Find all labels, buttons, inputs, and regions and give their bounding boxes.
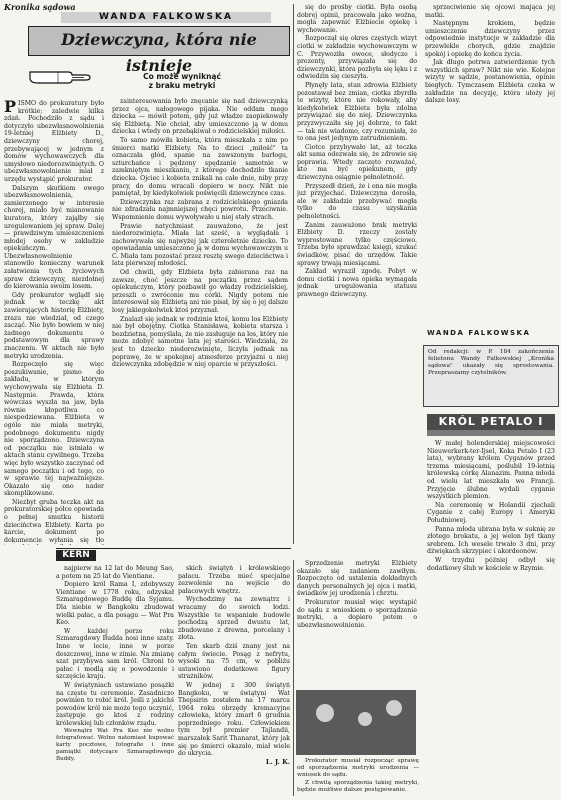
photo-placeholder-icon [296, 690, 416, 755]
editorial-note: Od redakcji: w P. 184 zakończenia felietonu Wandy Falkowskiej „Kronika sądowa" ukazały się sprostowania. Przepraszamy czytelników. [428, 349, 554, 376]
sidebar-paragraph: W trzydni później odbył się dodatkowy ślub w kościele w Rzymie. [427, 556, 555, 572]
article-paragraph: Rozpoczął się okres częstych wizyt ciotki w zakładzie wychowawczym w C. Przywoziła owoce, słodycze i prezenty, przywiązała się do dziewczynki, która pozbyła się lęku i z odwiedzin się cieszyła. [297, 35, 417, 81]
kern-column-1 [56, 565, 174, 797]
kern-paragraph: najpierw na 12 lat do Meung Sao, a potem na 25 lat do Vientiane. [56, 565, 174, 580]
kern-paragraph: Prokurator musiał więc wystąpić do sądu z wnioskiem o sporządzenie metryki, a dopiero potem o ubezwłasnowolnienie. [297, 598, 417, 629]
article-paragraph: Znalazł się jednak w rodzinie ktoś, komu los Elżbiety nie był obojętny. Ciotka Stanisława, kobieta starsza i bezdzietna, pomyślała, że nie zasługuje na los, który nie może zdobyć samotne lata jej starości. Wiedziała, że jest to dziecko niedorozwinięte, liczyła jednak na poprawę, że w spokojnej atmosferze przyjaźni u niej dziewczynka zdobędzie w niej oparcie w przyszłości. [112, 315, 288, 369]
kern-paragraph: skich świątyń i królewskiego pałacu. Trzeba mieć specjalne zezwolenie na wejście do pałacowych wnętrz. [178, 565, 290, 595]
kern-note: Prokurator musiał rozpocząć sprawę od sporządzenia metryki urodzenia — wniosek do sądu. [297, 758, 419, 778]
kern-note: Z chwilą sporządzenia takiej metryki, będzie możliwe dalsze postępowanie. [297, 780, 419, 793]
kern-paragraph: Ten skarb dziś znany jest na całym świecie. Posąg z nefrytu, wysoki na 75 cm, w pobliżu ustawiono dodatkowe figury strażników. [178, 642, 290, 681]
article-column-1 [4, 100, 104, 545]
sidebar-paragraph: Na ceremonię w Holandii zjechali Cyganie z całej Europy i Ameryki Południowej. [427, 501, 555, 524]
kern-photo-note: Wewnątrz Wat Pra Keo nie wolno fotografować. Wolno natomiast kupować karty pocztowe, fotografie i inne pamiątki dotyczące Szmaragdowego Buddy. [56, 728, 174, 762]
article-column-4 [425, 4, 555, 326]
article-paragraph: się do prośby ciotki. Była osobą dobrej opinii, pracowała jako woźna, mogła zapewnić Elżbiecie opiekę i wychowanie. [297, 4, 417, 34]
sidebar-body [427, 440, 555, 740]
section-label: Kronika sądowa [4, 2, 76, 12]
kern-paragraph: Wychodzimy na zewnątrz i wracamy do swoich łodzi. Wszystkie te wspaniałe budowle pochodzą sprzed dwustu lat, zbudowane z drewna, porcelany i złota. [178, 596, 290, 642]
article-headline: Dziewczyna, która nie istnieje [28, 26, 290, 56]
kern-section-title: KERN [56, 550, 96, 561]
article-paragraph: Ciotce przybywało lat, aż teczka akt sama odezwała się, że zdrowie się poprawia. Wtedy zaczęto rozważać, kto ma być opiekunem, gdy dziewczyna osiągnie pełnoletność. [297, 143, 417, 182]
kern-signature: L. J. K. [265, 757, 290, 766]
closing-byline: WANDA FALKOWSKA [427, 329, 531, 337]
kern-column-3 [297, 560, 417, 688]
article-column-3 [297, 4, 417, 549]
kern-paragraph: Sprzedzenie metryki Elżbiety okazało się zadaniem zawiłym. Rozpoczęto od ustalenia dokładnych danych personalnych jej ojca i matki, świadków jej urodzenia i chrztu. [297, 560, 417, 598]
article-paragraph: sprzeciwienie się ojcowi mająca jej matki. [425, 4, 555, 19]
article-paragraph: Rozpoczęło się więc poszukiwanie, pismo do zakładu, w którym wychowywała się Elżbieta D. Następnie. Prawda, która wówczas wyszła na jaw, była równie kłopotliwa co niespodziewana. Elżbieta w ogóle nie miała metryki, podobnego dokumentu nigdy nie sporządzono. Dziewczyna od początku nie istniała w aktach stanu cywilnego. Trzeba więc było wszystko zaczynać od samego początku i od tego, co w sprawie tej najważniejsze. Okazało się ono nader skomplikowane. [4, 361, 104, 498]
article-paragraph: Płynęły lata, stan zdrowia Elżbiety pozostawał bez zmian, ciotka zbyrdła te wizyty, które nie rokowały, aby kiedykolwiek Elżbieta była zdolna przywiązać się do niej. Dziewczynka przyzwyczaiła się jej dobrze, to fakt — tak nie wiadomo, czy rozumiała, że to ona jest jedynym zatrudnieniem. [297, 81, 417, 143]
kern-notes [297, 758, 419, 798]
column-divider [293, 4, 294, 544]
sidebar-title: KRÓL PETALO I [427, 414, 555, 430]
author-byline: WANDA FALKOWSKA [61, 12, 271, 23]
deck-line-2: z braku metryki [148, 81, 216, 90]
kern-column-2 [178, 565, 290, 797]
kern-paragraph: W jednej z 300 świątyń Bangkoku, w świątyni Wat Thepsirin zostałem na 17 marca 1964 roku obrzędy kremacyjne człowieka, który zmarł 6 grudnia poprzedniego roku. Człowiekiem tym był premier Tajlandii, marszałek Sarit Thanarat, który jak się po śmierci okazało, miał wiele do ukrycia. [178, 681, 290, 758]
article-deck [112, 72, 252, 90]
article-paragraph: ISMO do prokuratury było krótkie; zaledwie kilka zdań. Pochodziło z sądu i dotyczyło ubezwłasnowolnienia 19-letniej Elżbiety D., dziewczyny chorej, przebywającej w jednym z domów wychowawczych dla umysłowo niedorozwiniętych. O ubezwłasnowolnienie miał z urzędu wystąpić prokurator. [4, 100, 104, 183]
article-paragraph: Niezbyt gruba teczka akt na prokuratorskiej półce opowiada o pełnej smutku historii dziecińctwa Elżbiety. Karta po karcie, dokument po dokumencie wyłania się tło [4, 498, 104, 544]
article-paragraph: Od chwili, gdy Elżbieta była zabierana raz na zawsze, choć jeszcze na początku przez sądem opiekuńczym, który pozbawił go władzy rodzicielskiej, przeszli o zwróconie mu córki. Nigdy potem nie interesował się Elżbietą ani nie pisał, by się o jej dalsze losy jakiegokolwiek ktoś przyznał. [112, 269, 288, 315]
kern-paragraph: W każdej porze roku Szmaragdowy Budda nosi inne szaty. Inne w lecie, inne w porze deszczowej, inne w zimie. Na zmianę szat przybywa sam król. Chroni to pałac i modlą się o powodzenie i szczęście kraju. [56, 627, 174, 681]
column-divider [293, 560, 294, 796]
article-paragraph: To samo mówiła kobieta, która mieszkała z nim po śmierci matki Elżbiety. Na to dzieci „miłość" ta oznaczała głód, spanie na zawszonym barłogu, szturchańce i pędzony spędzanie samotnie w zamkniętym mieszkaniu, z którego dochodziło tkanie dziecka. Ojciec i kobieta znikali na całe dnie, niby przy pracy, do domu wracali dopiero w nocy. Nikt nie pamiętał, by kiedykolwiek poświęcili dziewczynce czas. [112, 136, 288, 198]
editorial-note-box [423, 345, 559, 407]
article-paragraph: Następnym krokiem, będzie umieszczenie dziewczyny przez odpowiednie instytucje w zakładzie dla przewlekle chorych, gdzie znajdzie spokój i opiekę do końca życia. [425, 20, 555, 58]
article-paragraph: Dziewczynka raz zabrana z rodzicielskiego gniazda nie zdradzała najmniejszej chęci powrotu. Przeciwnie. Wspomnienie domu wywoływało u niej stały strach. [112, 198, 288, 221]
sidebar-paragraph: W małej holenderskiej miejscowości Nieuwerkerk-ter-Ijsel, Koka Petalo I (23 lata), wybrany królem Cyganów przed trzema miesiącami, poślubił 19-letnią królewską córkę Alanazim. Panna młoda od wielu lat mieszkała we Francji. Przyjęcie ślubne wydali cyganie wszystkich plemion. [427, 440, 555, 501]
article-paragraph: Zakład wyraził zgodę. Pobyt w domu ciotki i nowa opieka wymagała jednak uregulowania statusu prawnego dziewczyny. [297, 268, 417, 298]
kern-paragraph: Dopiero król Rama I, zdobywszy Vientiane w 1778 roku, odzyskał Szmaragdowego Buddę dla Syjamu. Dla niebie w Bangkoku zbudował wielki pałac, a dla posągu — Wat Pra Keo. [56, 581, 174, 627]
article-column-2 [112, 98, 288, 546]
article-paragraph: Zanim zauważono brak metryki Elżbiety D. rzeczy zostały wyprostowane tylko częściowo. Trzeba było sprawdzać księgi, szukać świadków, pisać do urzędów. Takie sprawy trwają miesiącami. [297, 221, 417, 267]
pointing-hand-icon [28, 66, 98, 86]
article-paragraph: Dalszym skutkiem owego ubezwłasnowolnienia, zamierzonego w interesie chorej, miało być mianowanie kuratora, który zająłby się uregulowaniem jej spraw. Dalej — prawdziwym umieszczeniem młodej osoby w zakładzie opiekuńczym. Ubezwłasnowolnienie stanowiło konieczny warunek załatwienia tych życiowych spraw dziewczyny, niezdolnej do kierowania swoim losem. [4, 184, 104, 291]
article-paragraph: zainteresowania było znęcanie się nad dziewczynką przez ojca, nałogowego pijaka. Nie oddam mego dziecka — mówił potem, gdy już władze zaopiekowały się Elżbietą. Nie chciał, aby umieszczono ją w domu dziecka i wtedy on przebąkiwał o rodzicielskiej miłości. [112, 98, 288, 136]
article-paragraph: Prawie natychmiast zauważono, że jest niedorozwinięta. Miała lat sześć, a wyglądała i zachowywała się najwyżej jak czteroletnie dziecko. To opowiadania umieszczono ją w domu wychowawczym u C. Miała tam pozostać przez resztę swego dziecińctwa i lata pierwszej młodości. [112, 222, 288, 268]
article-paragraph: Jak długo potrwa zatwierdzenie tych wszystkich spraw? Nikt nie wie. Kolejne wizyty w sądzie, postanowienia, opinie biegłych. Tymczasem Elżbieta czeka w zakładzie na decyzję, która ułoży jej dalsze losy. [425, 59, 555, 105]
kern-paragraph: W świątyniach ustawiano posążki na częste tu ceremonie. Zasadniczo powinien to robić król. Jeśli z jakichś powodów król nie może tego uczynić, zastępuje go ktoś z rodziny królewskiej lub członków rządu. [56, 681, 174, 727]
sidebar-banner-strip [427, 430, 555, 436]
article-paragraph: Gdy prokurator wglądł się jednak w teczkę akt zawierających historię Elżbiety, zrazu nie wiedział, od czego zacząć. Nie było bowiem w niej żadnego dokumentu o podstawowym dla sprawy znaczeniu. W aktach nie było metryki urodzenia. [4, 291, 104, 360]
deck-line-1: Co może wyniknąć [143, 72, 221, 81]
drop-cap: P [4, 100, 17, 116]
article-paragraph: Przyszedł dzień, że i ona nie mogła już przyjechać. Dziewczyna dorosła, ale w zakładzie przebywać mogła tylko do czasu uzyskania pełnoletności. [297, 182, 417, 221]
sidebar-paragraph: Panna młoda ubrana była w suknię ze złotego brokatu, a jej welon był tkany srebrem. Ich wesele trwało 3 dni, przy dźwiękach skrzypiec i akordeonów. [427, 525, 555, 556]
